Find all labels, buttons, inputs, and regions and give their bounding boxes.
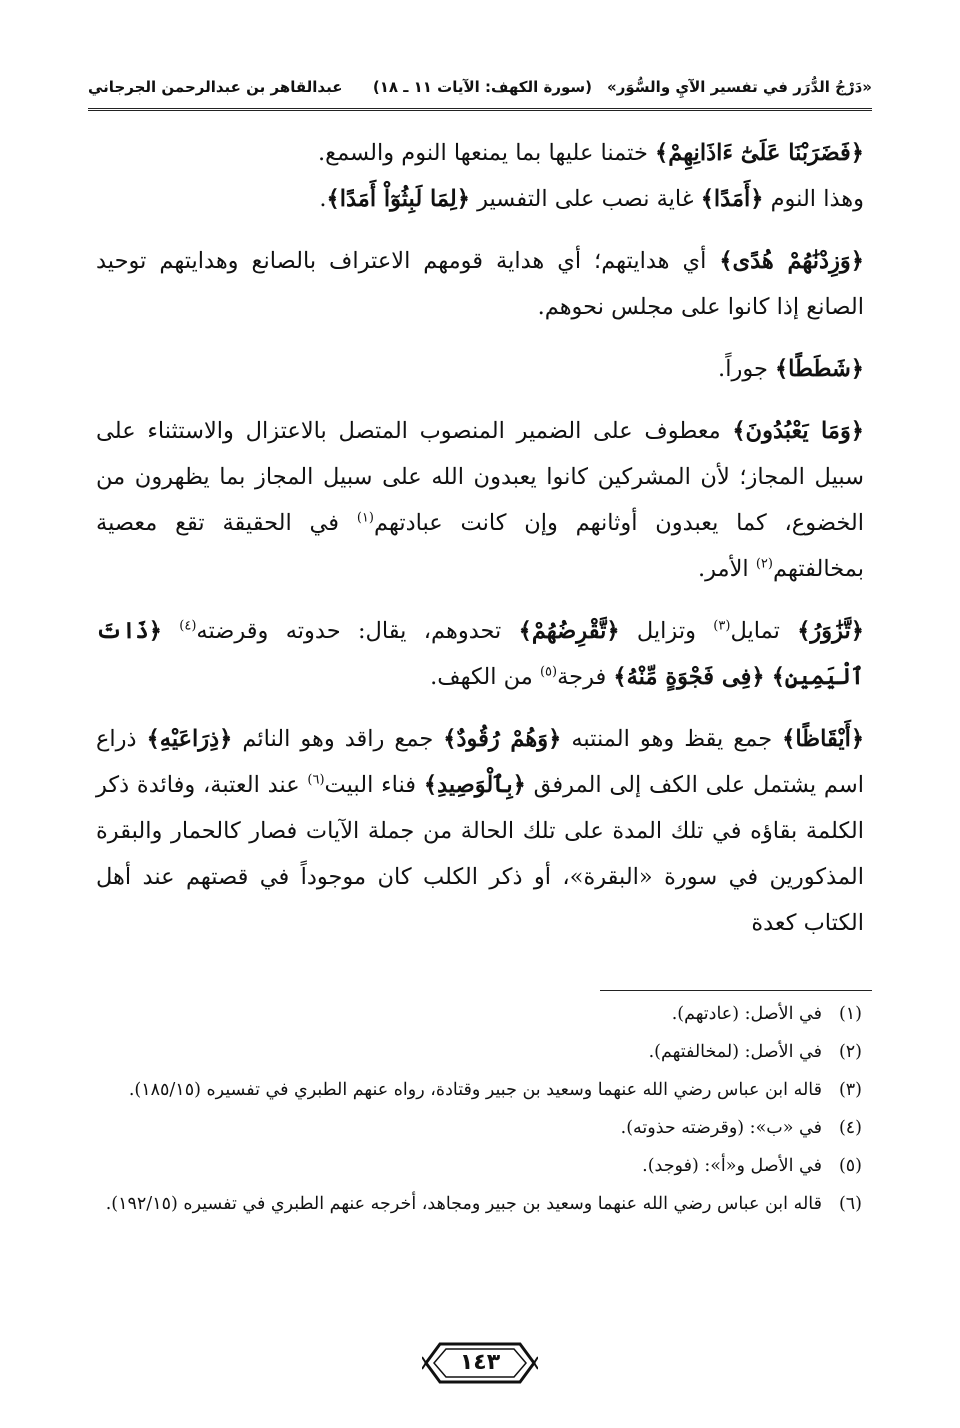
text: وهذا النوم [763,186,864,212]
text: فرجة [557,664,614,690]
footnotes [90,1000,862,1228]
quran-quote: ﴿ذَاتَ ٱلْيَمِينِ﴾ [96,618,864,690]
paragraph-2 [96,238,864,330]
footnote-6 [90,1190,862,1218]
paragraph-3 [96,346,864,392]
text: معطوف على الضمير المنصوب المتصل بالاعتزال والاستثناء على سبيل المجاز؛ لأن المشركين كانوا يعبدون الله على سبيل المجاز بما يظهرون من الخضوع، كما يعبدون أوثانهم وإن كانت عبادتهم [96,418,864,536]
footnote-text: قاله ابن عباس رضي الله عنهما وسعيد بن جبير ومجاهد، أخرجه عنهم الطبري في تفسيره (١٩٢/١٥). [105,1194,822,1214]
quran-quote: ﴿تَّقْرِضُهُمْ﴾ [518,618,620,644]
text: ختمنا عليها بما يمنعها النوم والسمع. [317,140,656,166]
footnote-number: (٣) [838,1080,862,1100]
text: جوراً. [718,356,775,382]
footnote-text: في الأصل و«أ»: (فوجد). [642,1156,822,1176]
footnote-text: في الأصل: (عادتهم). [671,1004,822,1024]
paragraph-1 [96,130,864,222]
header-author: عبدالقاهر بن عبدالرحمن الجرجاني [88,78,343,96]
text: وتزايل [619,618,714,644]
footnote-ref-3[interactable]: (٣) [713,618,731,634]
footnote-number: (٥) [838,1156,862,1176]
quran-quote: ﴿وَزِدْنَٰهُمْ هُدًى﴾ [719,248,864,274]
footnote-ref-1[interactable]: (١) [356,510,374,526]
footnote-text: في الأصل: (لمخالفتهم). [648,1042,822,1062]
footnote-ref-5[interactable]: (٥) [539,664,558,680]
quran-quote: ﴿وَهُمْ رُقُودٌ﴾ [443,726,562,752]
quran-quote: ﴿أَيْقَاظًا﴾ [782,726,865,752]
text: غاية نصب على التفسير [469,186,701,212]
footnote-number: (٢) [838,1042,862,1062]
footnote-text: قاله ابن عباس رضي الله عنهما وسعيد بن جبير وقتادة، رواه عنهم الطبري في تفسيره (١٨٥/١٥). [128,1080,822,1100]
page-number: ١٤٣ [459,1350,501,1375]
quran-quote: ﴿ذِرَاعَيْهِ﴾ [146,726,233,752]
footnote-2 [90,1038,862,1066]
text: عند العتبة، وفائدة ذكر الكلمة بقاؤه في تلك المدة على تلك الحالة من جملة الآيات فصار كالحمار والبقرة المذكورين في سورة «البقرة»، أو ذكر الكلب كان موجوداً في قصتهم عند أهل الكتاب كعدة [96,772,864,936]
footnote-3 [90,1076,862,1104]
main-text [96,130,864,946]
quran-quote: ﴿أَمَدًا﴾ [700,186,764,212]
footnote-number: (١) [838,1004,862,1024]
text: تحدوهم، يقال: حدوته وقرضته [196,618,519,644]
footnote-ref-6[interactable]: (٦) [307,772,325,788]
running-header [88,72,872,106]
text: . [319,186,327,212]
footnote-ref-4[interactable]: (٤) [179,618,197,634]
header-surah: (سورة الكهف: الآيات ١١ ـ ١٨) [372,78,592,96]
footnote-divider [600,990,872,991]
footnote-ref-2[interactable]: (٢) [755,556,773,572]
text: جمع راقد وهو النائم [232,726,444,752]
quran-quote: ﴿لِمَا لَبِثُوٓاْ أَمَدًا﴾ [326,186,470,212]
quran-quote: ﴿فَضَرَبْنَا عَلَىٰٓ ءَاذَانِهِمْ﴾ [655,140,864,166]
text: من الكهف. [430,664,540,690]
text: جمع يقظ وهو المنتبه [561,726,783,752]
text: الأمر. [697,556,756,582]
paragraph-6 [96,716,864,946]
footnote-4 [90,1114,862,1142]
footnote-number: (٤) [838,1118,862,1138]
text [162,618,179,644]
footnote-5 [90,1152,862,1180]
header-divider [88,108,872,111]
header-book-title: «دَرْجُ الدُّرَر في تفسير الآيِ والسُّوَر» [607,78,872,96]
text [765,664,772,690]
footnote-1 [90,1000,862,1028]
page-number-ornament [422,1338,538,1388]
text: في الحقيقة تقع معصية بمخالفتهم [96,510,864,582]
footnote-number: (٦) [838,1194,862,1214]
quran-quote: ﴿وَمَا يَعْبُدُونَ﴾ [732,418,864,444]
quran-quote: ﴿شَطَطًا﴾ [775,356,864,382]
paragraph-4 [96,408,864,592]
quran-quote: ﴿فِى فَجْوَةٍ مِّنْهُ﴾ [613,664,765,690]
text: ذراع اسم يشتمل على الكف إلى المرفق [96,726,864,798]
text: فناء البيت [324,772,424,798]
paragraph-5 [96,608,864,700]
text: أي هدايتهم؛ أي هداية قومهم الاعتراف بالصانع وهدايتهم توحيد الصانع إذا كانوا على مجلس نحوهم. [96,248,864,320]
footnote-text: في «ب»: (وقرضته حذوته). [620,1118,822,1138]
text: تمايل [730,618,798,644]
quran-quote: ﴿تَّزَٰوَرُ﴾ [797,618,864,644]
quran-quote: ﴿بِٱلْوَصِيدِ﴾ [423,772,526,798]
